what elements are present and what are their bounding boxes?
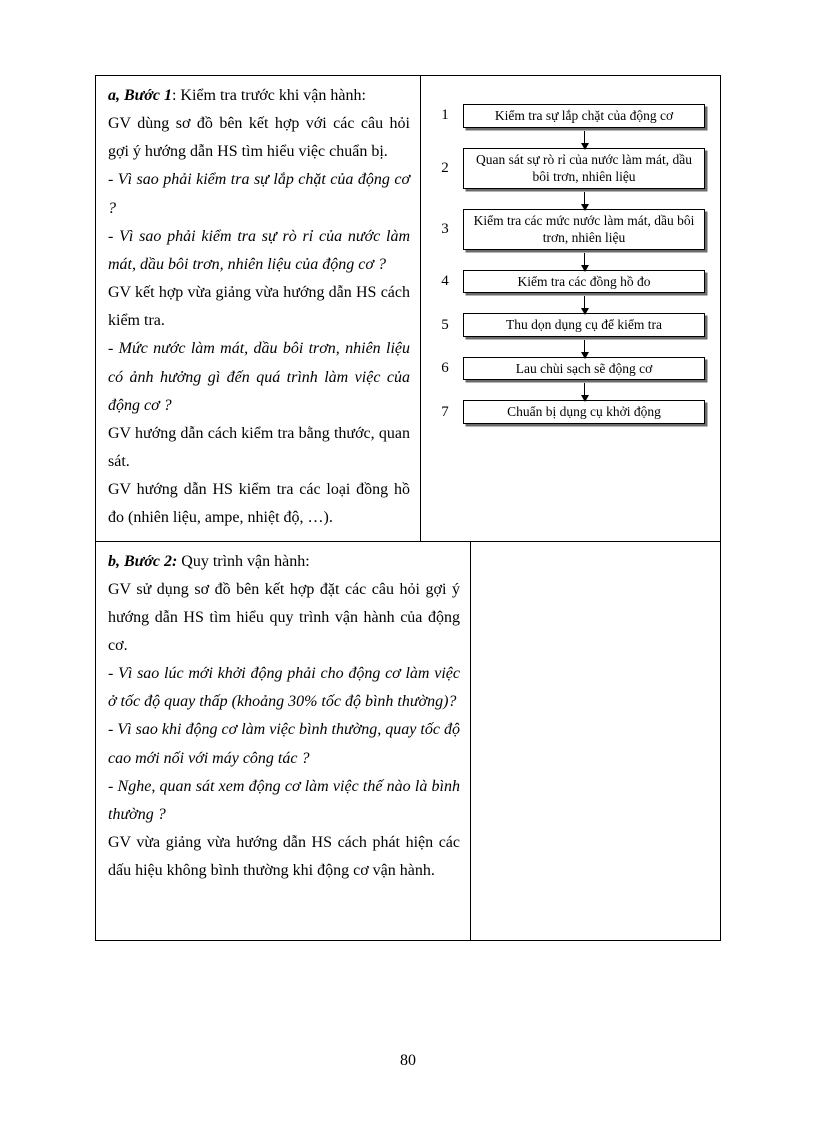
flow-step	[427, 209, 713, 250]
flow-step-number: 4	[441, 273, 449, 289]
flow-arrow-row	[427, 189, 713, 209]
step1-heading-rest: : Kiểm tra trước khi vận hành:	[171, 87, 366, 104]
step2-empty-cell	[471, 542, 719, 940]
down-arrow-icon	[584, 192, 585, 205]
flow-step-number: 5	[441, 316, 449, 333]
flowchart	[421, 76, 719, 434]
down-arrow-icon	[584, 253, 585, 266]
flow-arrow-row	[427, 250, 713, 270]
step2-heading-paragraph	[108, 548, 460, 576]
flow-step	[427, 148, 713, 189]
step1-flowchart-cell	[421, 76, 719, 541]
down-arrow-icon	[584, 383, 585, 396]
question-paragraph: - Nghe, quan sát xem động cơ làm việc thế nào là bình thường ?	[108, 777, 460, 823]
flow-arrow-row	[427, 293, 713, 313]
step2-text-cell	[96, 542, 471, 940]
flow-arrow-row	[427, 128, 713, 148]
flow-step-number: 1	[441, 107, 449, 124]
step1-heading: a, Bước 1	[108, 87, 172, 104]
flow-step	[427, 270, 713, 294]
paragraph: GV kết hợp vừa giảng vừa hướng dẫn HS cách kiểm tra.	[108, 284, 410, 330]
flow-step-number: 2	[441, 159, 449, 176]
paragraph: GV vừa giảng vừa hướng dẫn HS cách phát hiện các dấu hiệu không bình thường khi động cơ vận hành.	[108, 834, 460, 880]
page-number: 80	[400, 1052, 416, 1069]
down-arrow-icon	[584, 131, 585, 144]
flow-step-box: Lau chùi sạch sẽ động cơ	[463, 357, 705, 381]
paragraph: GV hướng dẫn HS kiểm tra các loại đồng hồ đo (nhiên liệu, ampe, nhiệt độ, …).	[108, 481, 410, 527]
flow-step	[427, 400, 713, 424]
paragraph: GV hướng dẫn cách kiểm tra bằng thước, quan sát.	[108, 424, 410, 471]
question-paragraph: - Mức nước làm mát, dầu bôi trơn, nhiên liệu có ảnh hưởng gì đến quá trình làm việc của động cơ ?	[108, 340, 410, 414]
flow-step-box: Kiểm tra các mức nước làm mát, dầu bôi trơn, nhiên liệu	[463, 209, 705, 250]
flow-step-box: Kiểm tra các đồng hồ đo	[463, 270, 705, 294]
flow-step	[427, 313, 713, 337]
down-arrow-icon	[584, 296, 585, 309]
step2-heading-rest: Quy trình vận hành:	[177, 552, 310, 570]
flow-step-box: Chuẩn bị dụng cụ khởi động	[463, 400, 705, 424]
table-row-step2	[96, 542, 720, 940]
flow-step-box: Thu dọn dụng cụ để kiểm tra	[463, 313, 705, 337]
question-paragraph: - Vì sao lúc mới khởi động phải cho động cơ làm việc ở tốc độ quay thấp (khoảng 30% tốc độ bình thường)?	[108, 665, 460, 711]
flow-step-number: 7	[441, 403, 449, 420]
flow-step	[427, 357, 713, 381]
step2-heading: b, Bước 2:	[108, 552, 178, 570]
flow-step-number: 6	[441, 360, 449, 377]
content-table	[95, 75, 721, 941]
flow-arrow-row	[427, 380, 713, 400]
flow-step	[427, 104, 713, 128]
question-paragraph: - Vì sao phải kiểm tra sự lắp chặt của động cơ ?	[108, 171, 410, 217]
flow-arrow-row	[427, 337, 713, 357]
question-paragraph: - Vì sao phải kiểm tra sự rò rỉ của nước làm mát, dầu bôi trơn, nhiên liệu của động cơ ?	[108, 227, 410, 273]
down-arrow-icon	[584, 340, 585, 353]
paragraph: GV sử dụng sơ đồ bên kết hợp đặt các câu hỏi gợi ý hướng dẫn HS tìm hiểu quy trình vận hành của động cơ.	[108, 580, 460, 654]
step1-text-cell	[96, 76, 421, 541]
question-paragraph: - Vì sao khi động cơ làm việc bình thường, quay tốc độ cao mới nối với máy công tác ?	[108, 721, 460, 767]
paragraph: GV dùng sơ đồ bên kết hợp với các câu hỏi gợi ý hướng dẫn HS tìm hiểu việc chuẩn bị.	[108, 115, 410, 161]
flow-step-number: 3	[441, 220, 449, 237]
step1-heading-paragraph	[108, 82, 410, 110]
table-row-step1	[96, 76, 720, 542]
flow-step-box: Quan sát sự rò rỉ của nước làm mát, dầu bôi trơn, nhiên liệu	[463, 148, 705, 189]
flow-step-box: Kiểm tra sự lắp chặt của động cơ	[463, 104, 705, 128]
